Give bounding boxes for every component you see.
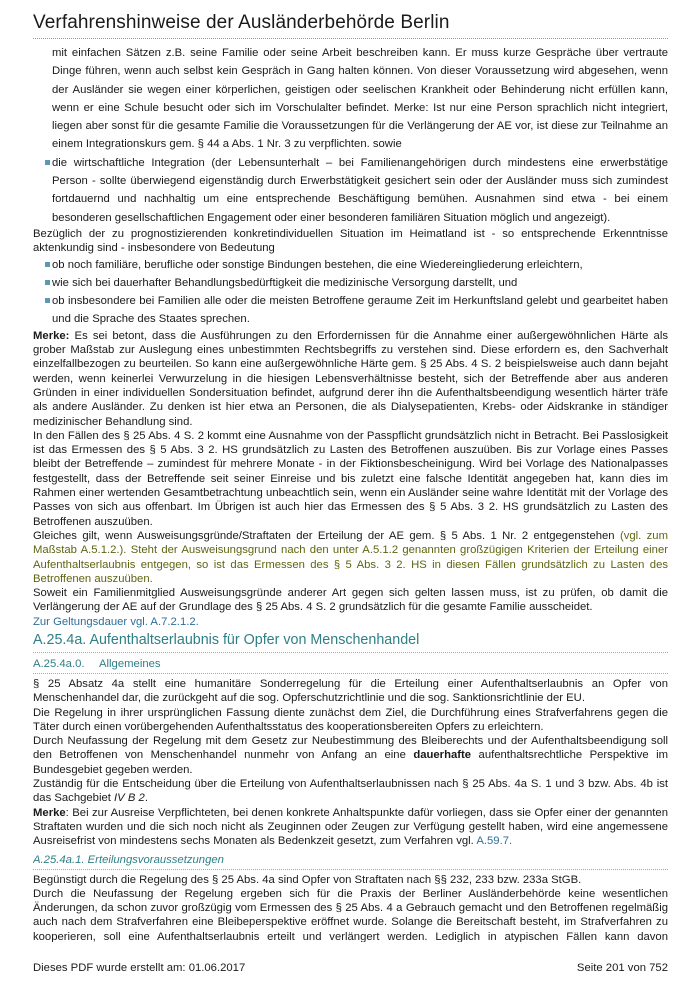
reference-text: genannten großzügigen Kriterien der Erteilung einer Aufenthaltserlaubnis entgegen, so ist das Ermessen des § 5 Abs. 3 2. HS in diesen Fällen grundsätzlich zu Lasten des Betroffenen auszuüben. — [33, 544, 668, 585]
bullet-heimat-3 — [33, 292, 668, 329]
footer-created-date: Dieses PDF wurde erstellt am: 01.06.2017 — [33, 962, 246, 974]
geltungsdauer-link[interactable]: Zur Geltungsdauer vgl. A.7.2.1.2. — [33, 615, 199, 628]
reference-link-a-5-1-2[interactable]: A.5.1.2. — [80, 544, 120, 557]
reference-text: (vgl. zum Maßstab — [33, 529, 668, 557]
paragraph-merke-haerte — [33, 329, 668, 429]
italic-text: IV B 2 — [114, 792, 145, 805]
paragraph-neufassung-praxis: Durch die Neufassung der Regelung ergeben sich für die Praxis der Berliner Ausländerbehörde keine wesentlichen Änderungen, da schon zuvor großzügig vom Ermessen des § 25 Abs. 4 a Gebrauch gemacht und den Betroffenen regelmäßig auch nach dem Strafverfahren eine Bleibeperspektive eröffnet wurde. Solange die Bereitschaft besteht, im Strafverfahren zu kooperieren, soll eine Aufenthaltserlaubnis erteilt und verlängert werden. Lediglich in atypischen Fällen kann davon — [33, 887, 668, 942]
bullet-economic-integration — [33, 154, 668, 227]
bullet-heimat-2 — [33, 274, 668, 292]
intro-paragraph: mit einfachen Sätzen z.B. seine Familie oder seine Arbeit beschreiben kann. Er muss kurze Gespräche über vertraute Dinge führen, wenn auch selbst kein Gespräch in Gang halten können. Von dieser Voraussetzung wird abgesehen, wenn der Ausländer sie wegen einer körperlichen, geistigen oder seelischen Krankheit oder Behinderung nicht erfüllen kann, wenn er eine Schule besucht oder sich im Vorschulalter befindet. Merke: Ist nur eine Person sprachlich nicht integriert, liegen aber sonst für die gesamte Familie die Voraussetzungen für die Verlängerung der AE vor, ist diese zur Teilnahme an einem Integrationskurs gem. § 44 a Abs. 1 Nr. 3 zu verpflichten. sowie — [52, 47, 668, 151]
section-heading-text: A.25.4a. Aufenthaltserlaubnis für — [33, 631, 244, 648]
page-header — [33, 12, 668, 39]
paragraph-text: Gleiches gilt, wenn Ausweisungsgründe/Straftaten der Erteilung der AE gem. § 5 Abs. 1 Nr. 2 entgegenstehen — [33, 529, 620, 542]
bullet-heimat-1 — [33, 256, 668, 274]
square-bullet-icon — [45, 262, 50, 267]
paragraph-25-abs-4a: § 25 Absatz 4a stellt eine humanitäre Sonderregelung für die Erteilung einer Aufenthaltserlaubnis an Opfer von Menschenhandel dar, die zurückgeht auf die sog. Opferschutzrichtlinie und die sog. Sanktionsrichtlinie der EU. — [33, 677, 668, 705]
section-heading-highlight: Opfer von Menschenhandel — [243, 631, 420, 648]
paragraph-text: Zuständig für die Entscheidung über die Erteilung von Aufenthaltserlaubnissen nach § 25 Abs. 4a S. 1 und 3 bzw. Abs. 4b ist das Sachgebiet — [33, 778, 668, 805]
bullet-text: ob noch familiäre, berufliche oder sonstige Bindungen bestehen, die eine Wiedereingliederung erleichtern, — [52, 258, 583, 271]
paragraph-text: Durch Neufassung der Regelung mit dem Gesetz zur Neubestimmung des Bleiberechts und der Aufenthaltsbeendigung soll den Betroffenen von Menschenhandel nunmehr von Anfang an eine — [33, 735, 668, 762]
bullet-text: die wirtschaftliche Integration (der Lebensunterhalt – bei Familienangehörigen durch mindestens eine erwerbstätige Person - sollte überwiegend eigenständig durch Erwerbstätigkeit gesichert sein oder der Ausländer muss sich zumindest fortdauernd und nachhaltig um eine entsprechende Beschäftigung bemühen. Ausnahmen sind etwa - bei einem besonderen gesellschaftlichen Engagement oder einer besonderen familiären Situation möglich und angezeigt). — [52, 156, 668, 224]
paragraph-bezueglich: Bezüglich der zu prognostizierenden konkretindividuellen Situation im Heimatland ist - so entsprechende Erkenntnisse aktenkundig sind - insbesondere von Bedeutung — [33, 227, 668, 255]
square-bullet-icon — [45, 280, 50, 285]
document-title: Verfahrenshinweise der Ausländerbehörde Berlin — [33, 12, 450, 33]
bold-text: dauerhafte — [413, 749, 472, 762]
page-footer — [33, 962, 668, 978]
paragraph-beguenstigt: Begünstigt durch die Regelung des § 25 Abs. 4a sind Opfer von Straftaten nach §§ 232, 233 bzw. 233a StGB. — [33, 873, 582, 886]
footer-page-number: Seite 201 von 752 — [576, 962, 668, 974]
paragraph-regelung: Die Regelung in ihrer ursprünglichen Fassung diente zunächst dem Ziel, die Durchführung eines Strafverfahrens gegen die Täter durch einen vorübergehenden Aufenthaltsstatus des kooperationsbereiten Opfers zu erleichtern. — [33, 706, 668, 733]
subsection-heading-erteilungsvoraussetzungen: A.25.4a.1. Erteilungsvoraussetzungen — [33, 853, 668, 870]
reference-link-a-59-7[interactable]: A.59.7. — [476, 835, 513, 848]
square-bullet-icon — [45, 160, 50, 165]
merke-label: Merke — [33, 806, 66, 819]
paragraph-zustaendig — [33, 777, 668, 806]
bullet-text: ob insbesondere bei Familien alle oder die meisten Betroffene geraume Zeit im Herkunftsland gelebt und gearbeitet haben und die Sprache des Staates sprechen. — [52, 295, 668, 326]
merke-text: : Bei zur Ausreise Verpflichteten, bei denen konkrete Anhaltspunkte dafür vorliegen, dass sie Opfer einer der genannten Straftaten wurden und die sich noch nicht als Zeuginnen oder Zeugen zur Verfügung gestellt haben, wird eine angemessene Ausreisefrist von mindestens sechs Monaten als Bedenkzeit gesetzt, zum Verfahren vgl. — [33, 806, 668, 848]
paragraph-neufassung — [33, 734, 668, 777]
paragraph-passpflicht: In den Fällen des § 25 Abs. 4 S. 2 kommt eine Ausnahme von der Passpflicht grundsätzlich nicht in Betracht. Bei Passlosigkeit ist das Ermessen des § 5 Abs. 3 2. HS grundsätzlich zu Lasten des Betroffenen auszuüben. Bis zur Vorlage eines Passes bleibt der Betreffende – zumindest für mehrere Monate - in der Fiktionsbescheinigung. Wird bei Vorlage des Nationalpasses festgestellt, dass der Betreffende seit seiner Einreise und bis zuletzt eine falsche Identität angegeben hat, kann dies im Rahmen einer wertenden Gesamtbetrachtung unbeachtlich sein, wenn ein Ausländer seine wahre Identität mit der Vorlage des Passes von sich aus offenbart. Im Übrigen ist auch hier das Ermessen des § 5 Abs. 3 2. HS grundsätzlich zu Lasten des Betroffenen auszuüben. — [33, 429, 668, 528]
paragraph-merke-ausreise — [33, 806, 668, 849]
paragraph-text: aufenthaltsrechtliche Perspektive im Bundesgebiet gegeben werden. — [33, 749, 668, 776]
subsection-title: Allgemeines — [99, 657, 161, 670]
section-heading-a-25-4a — [33, 632, 668, 653]
subsection-heading-allgemeines — [33, 657, 668, 674]
paragraph-text: . — [144, 792, 148, 805]
paragraph-soweit: Soweit ein Familienmitglied Ausweisungsgründe anderer Art gegen sich gelten lassen muss, ist zu prüfen, ob damit die Verlängerung der AE auf der Grundlage des § 25 Abs. 4 S. 2 grundsätzlich für die gesamte Familie ausscheidet. — [33, 587, 668, 614]
merke-text: Es sei betont, dass die Ausführungen zu den Erfordernissen für die Annahme einer außergewöhnlichen Härte als grober Maßstab zur Auslegung eines unbestimmten Rechtsbegriffs zu verstehen sind. Diese erfordern es, den Sachverhalt einzelfallbezogen zu beurteilen. So kann eine außergewöhnliche Härte gem. § 25 Abs. 4 S. 2 beispielsweise auch dann bejaht werden, wenn keinerlei Verwurzelung in die hiesigen Lebensverhältnisse besteht, sich der Betreffende aber aus anderen Gründen in einer individuellen Sondersituation befindet, aufgrund derer ihn die Aufenthaltsbeendigung wesentlich härter träfe als andere Ausländer. Zu denken ist hier etwa an Personen, die als Dialysepatienten, Krebs- oder Aidskranke in ständiger medizinischer Behandlung sind. — [33, 329, 668, 428]
document-body — [33, 44, 668, 942]
square-bullet-icon — [45, 298, 50, 303]
subsection-number: A.25.4a.0. — [33, 657, 85, 670]
merke-label: Merke: — [33, 329, 70, 342]
reference-link-a-5-1-2-inline[interactable]: A.5.1.2 — [362, 544, 399, 557]
reference-text: ). Steht der Ausweisungsgrund nach den unter — [119, 544, 363, 557]
paragraph-gleiches — [33, 529, 668, 586]
bullet-text: wie sich bei dauerhafter Behandlungsbedürftigkeit die medizinische Versorgung darstellt, und — [52, 276, 518, 289]
